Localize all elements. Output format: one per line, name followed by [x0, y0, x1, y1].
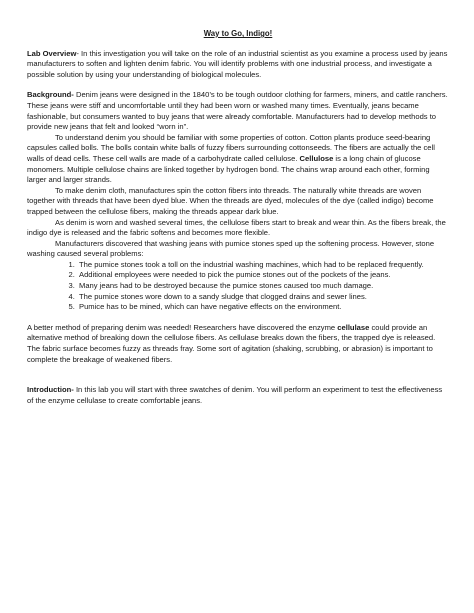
introduction-text: In this lab you will start with three swatches of denim. You will perform an experiment to test the effectiveness of the enzyme cellulase to create comfortable jeans.: [27, 385, 443, 405]
background-paragraph-3: To make denim cloth, manufactures spin the cotton fibers into threads. The naturally white threads are woven together with threads that have been dyed blue. When the threads are dyed, molecules of the dye (called indigo) become trapped between the cellulose fibers, making the threads appear dark blue.: [27, 185, 434, 216]
background-p2-after: is a long chain of glucose monomers. Multiple cellulose chains are linked together by hydrogen bond. The chains wrap around each other, forming larger and larger strands.: [27, 153, 430, 185]
background-section: [27, 90, 449, 312]
problem-item: 2. Additional employees were needed to pick the pumice stones out of the pockets of the jeans.: [77, 270, 449, 281]
background-paragraph-5: Manufacturers discovered that washing jeans with pumice stones sped up the softening process. However, stone washing caused several problems:: [27, 238, 435, 259]
introduction-section: [27, 385, 449, 406]
better-method-before: A better method of preparing denim was needed! Researchers have discovered the enzyme: [27, 322, 338, 332]
background-p2-before: To understand denim you should be familiar with some properties of cotton. Cotton plants produce seed-bearing capsules called bolls. The bolls contain white balls of fuzzy fibers surrounding cottonseeds. The fibers are actually the cell walls of dead cells. These cell walls are made of a carbohydrate called cellulose.: [27, 132, 435, 163]
background-label: Background-: [27, 90, 74, 100]
lab-overview-paragraph: [27, 49, 449, 81]
better-method-bold: cellulase: [337, 322, 370, 332]
introduction-paragraph: [27, 385, 449, 406]
better-method-after: could provide an alternative method of breaking down the cellulose fibers. As cellulase breaks down the fibers, the trapped dye is released. The fabric surface becomes fuzzy as threads fray. Some sort of agitation (shaking, scrubbing, or abrasion) is important to complete the breakage of weakened fibers.: [27, 322, 436, 364]
page-title: Way to Go, Indigo!: [203, 29, 273, 38]
problem-item: 4. The pumice stones wore down to a sandy sludge that clogged drains and sewer lines.: [77, 292, 449, 303]
problem-item: 1. The pumice stones took a toll on the industrial washing machines, which had to be replaced frequently.: [77, 260, 449, 271]
lab-overview-text: - In this investigation you will take on the role of an industrial scientist as you examine a process used by jeans manufacturers to soften and lighten denim fabric. You will identify problems with one industrial process, and investigate a possible solution by using your understanding of biological molecules.: [27, 48, 448, 79]
problems-list: [27, 260, 449, 313]
background-text: Denim jeans were designed in the 1840’s to be tough outdoor clothing for farmers, miners, and cattle ranchers. These jeans were stiff and uncomfortable until they had been worn or washed many times. Eventually, jeans became fashionable, but consumers wanted to buy jeans that were already comfortable. Manufacturers had to develop methods to provide new jeans that felt and looked “worn in”.: [27, 90, 448, 132]
lab-overview-label: Lab Overview: [27, 48, 77, 58]
introduction-label: Introduction-: [27, 385, 74, 395]
background-paragraph-4: As denim is worn and washed several times, the cellulose fibers start to break and wear thin. As the fibers break, the indigo dye is released and the fabric softens and becomes more flexible.: [27, 217, 446, 238]
better-method-paragraph: [27, 323, 449, 365]
problem-item: 5. Pumice has to be mined, which can have negative effects on the environment.: [77, 302, 449, 313]
lab-overview-section: [27, 49, 449, 81]
background-paragraph-1: [27, 90, 449, 132]
background-p2-bold: Cellulose: [299, 153, 334, 163]
problem-item: 3. Many jeans had to be destroyed because the pumice stones caused too much damage.: [77, 281, 449, 292]
background-paragraph-2: [27, 133, 449, 186]
better-method-section: [27, 323, 449, 365]
